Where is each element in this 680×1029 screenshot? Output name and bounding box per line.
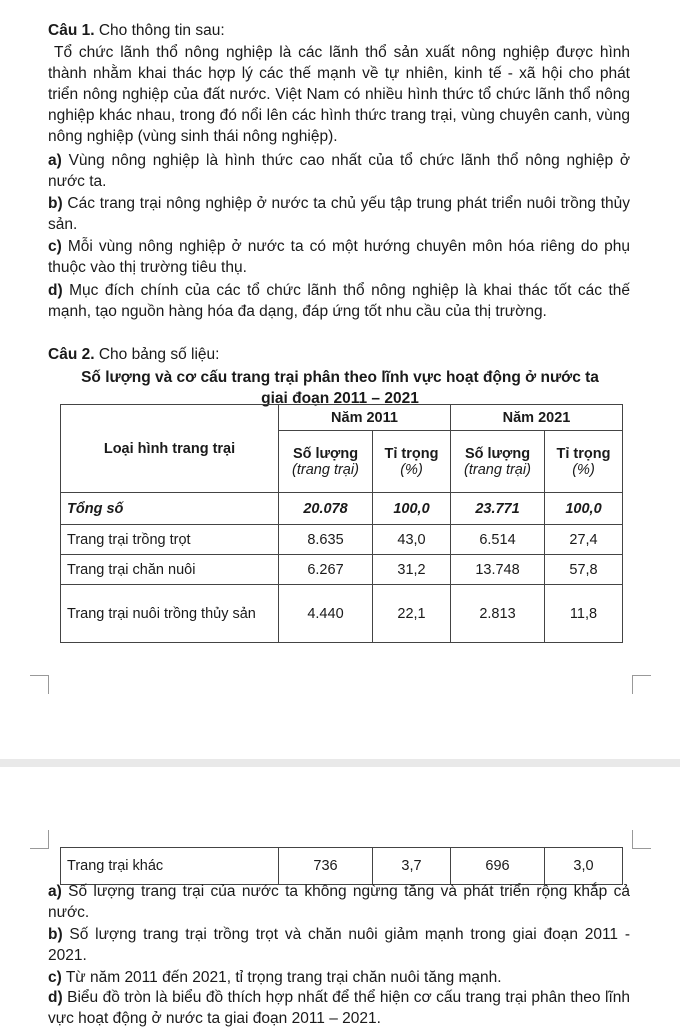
crop-mark: [632, 830, 651, 849]
table-row: [61, 848, 623, 885]
cell-share-2011: 31,2: [373, 555, 451, 585]
farm-table-continued: [60, 847, 623, 885]
option-text: Vùng nông nghiệp là hình thức cao nhất của tổ chức lãnh thổ nông nghiệp ở nước ta.: [48, 152, 630, 190]
cell-count-2011: 736: [279, 848, 373, 885]
row-name: Trang trại chăn nuôi: [61, 555, 279, 585]
question-1-option-d: [48, 280, 630, 322]
question-1-option-c: [48, 236, 630, 278]
cell-count-2021: 13.748: [451, 555, 545, 585]
option-letter: d): [48, 282, 63, 299]
header-count-2011: [279, 431, 373, 493]
cell-share-2011: 43,0: [373, 525, 451, 555]
question-2-option-b: [48, 924, 630, 966]
cell-count-2011: 8.635: [279, 525, 373, 555]
cell-share-2021: 3,0: [545, 848, 623, 885]
farm-table: [60, 404, 623, 643]
question-1-prompt: Cho thông tin sau:: [98, 22, 225, 39]
question-2-number: Câu 2.: [48, 346, 95, 363]
option-text: Từ năm 2011 đến 2021, tỉ trọng trang trại chăn nuôi tăng mạnh.: [65, 969, 502, 986]
option-letter: b): [48, 195, 63, 212]
cell-count-2021: 2.813: [451, 585, 545, 643]
cell-count-2011: 4.440: [279, 585, 373, 643]
question-2-option-c: [48, 967, 630, 988]
cell-share-2021: 11,8: [545, 585, 623, 643]
row-name: Trang trại nuôi trồng thủy sản: [61, 585, 279, 643]
option-text: Mục đích chính của các tổ chức lãnh thổ nông nghiệp là khai thác tốt các thế mạnh, tạo nguồn hàng hóa đa dạng, đáp ứng tốt nhu cầu của thị trường.: [48, 282, 630, 320]
option-letter: c): [48, 969, 62, 986]
header-count-2021: [451, 431, 545, 493]
question-1-option-b: [48, 193, 630, 235]
row-name: Trang trại trồng trọt: [61, 525, 279, 555]
cell-share-2021: 57,8: [545, 555, 623, 585]
row-name: Trang trại khác: [61, 848, 279, 885]
share-unit: (%): [400, 461, 423, 478]
table-row: [61, 555, 623, 585]
share-label: Tỉ trọng: [556, 445, 611, 462]
header-year-2011: Năm 2011: [279, 405, 451, 431]
option-text: Số lượng trang trại trồng trọt và chăn nuôi giảm mạnh trong giai đoạn 2011 - 2021.: [48, 926, 630, 964]
option-letter: c): [48, 238, 62, 255]
page-gap: [0, 735, 680, 830]
question-1-title: [48, 22, 225, 40]
question-1-intro: Tổ chức lãnh thổ nông nghiệp là các lãnh thổ sản xuất nông nghiệp được hình thành nhằm khai thác hợp lý các thế mạnh về tự nhiên, kinh tế - xã hội cho phát triển nông nghiệp của đất nước. Việt Nam có nhiều hình thức tổ chức lãnh thổ nông nghiệp khác nhau, trong đó nổi lên các hình thức trang trại, vùng chuyên canh, vùng nông nghiệp (vùng sinh thái nông nghiệp).: [48, 44, 630, 145]
option-text: Các trang trại nông nghiệp ở nước ta chủ yếu tập trung phát triển nuôi trồng thủy sản.: [48, 195, 631, 233]
page-separator: [0, 759, 680, 767]
cell-share-2011: 3,7: [373, 848, 451, 885]
cell-count-2021: 696: [451, 848, 545, 885]
header-share-2011: [373, 431, 451, 493]
question-2-title: [48, 346, 219, 364]
row-name: Tổng số: [61, 493, 279, 525]
cell-count-2011: 20.078: [279, 493, 373, 525]
page-bottom: [0, 830, 680, 1028]
table-caption-line2: giai đoạn 2011 – 2021: [261, 390, 419, 407]
cell-share-2021: 100,0: [545, 493, 623, 525]
count-unit: (trang trại): [464, 461, 531, 478]
cell-share-2021: 27,4: [545, 525, 623, 555]
table-row: [61, 525, 623, 555]
share-label: Tỉ trọng: [384, 445, 439, 462]
option-letter: a): [48, 883, 62, 900]
header-share-2021: [545, 431, 623, 493]
cell-share-2011: 100,0: [373, 493, 451, 525]
question-2-option-d: [48, 987, 630, 1029]
table-row-total: [61, 493, 623, 525]
option-letter: a): [48, 152, 62, 169]
crop-mark: [30, 830, 49, 849]
table-row: [61, 585, 623, 643]
header-type: Loại hình trang trại: [61, 405, 279, 493]
option-letter: b): [48, 926, 63, 943]
count-label: Số lượng: [464, 445, 531, 462]
crop-mark: [632, 675, 651, 694]
cell-count-2021: 23.771: [451, 493, 545, 525]
cell-share-2011: 22,1: [373, 585, 451, 643]
count-label: Số lượng: [292, 445, 359, 462]
table-header-years: [61, 405, 623, 431]
cell-count-2011: 6.267: [279, 555, 373, 585]
question-2-prompt: Cho bảng số liệu:: [98, 346, 220, 363]
option-text: Biểu đồ tròn là biểu đồ thích hợp nhất để thể hiện cơ cấu trang trại phân theo lĩnh vực hoạt động ở nước ta giai đoạn 2011 – 2021.: [48, 989, 630, 1027]
question-2-option-a: [48, 881, 630, 923]
option-letter: d): [48, 989, 63, 1006]
question-1-option-a: [48, 150, 630, 192]
share-unit: (%): [572, 461, 595, 478]
question-1-number: Câu 1.: [48, 22, 95, 39]
header-year-2021: Năm 2021: [451, 405, 623, 431]
cell-count-2021: 6.514: [451, 525, 545, 555]
count-unit: (trang trại): [292, 461, 359, 478]
option-text: Số lượng trang trại của nước ta không ngừng tăng và phát triển rộng khắp cả nước.: [48, 883, 630, 921]
option-text: Mỗi vùng nông nghiệp ở nước ta có một hướng chuyên môn hóa riêng do phụ thuộc vào thị trường tiêu thụ.: [48, 238, 630, 276]
crop-mark: [30, 675, 49, 694]
table-caption-line1: Số lượng và cơ cấu trang trại phân theo lĩnh vực hoạt động ở nước ta: [81, 369, 599, 386]
